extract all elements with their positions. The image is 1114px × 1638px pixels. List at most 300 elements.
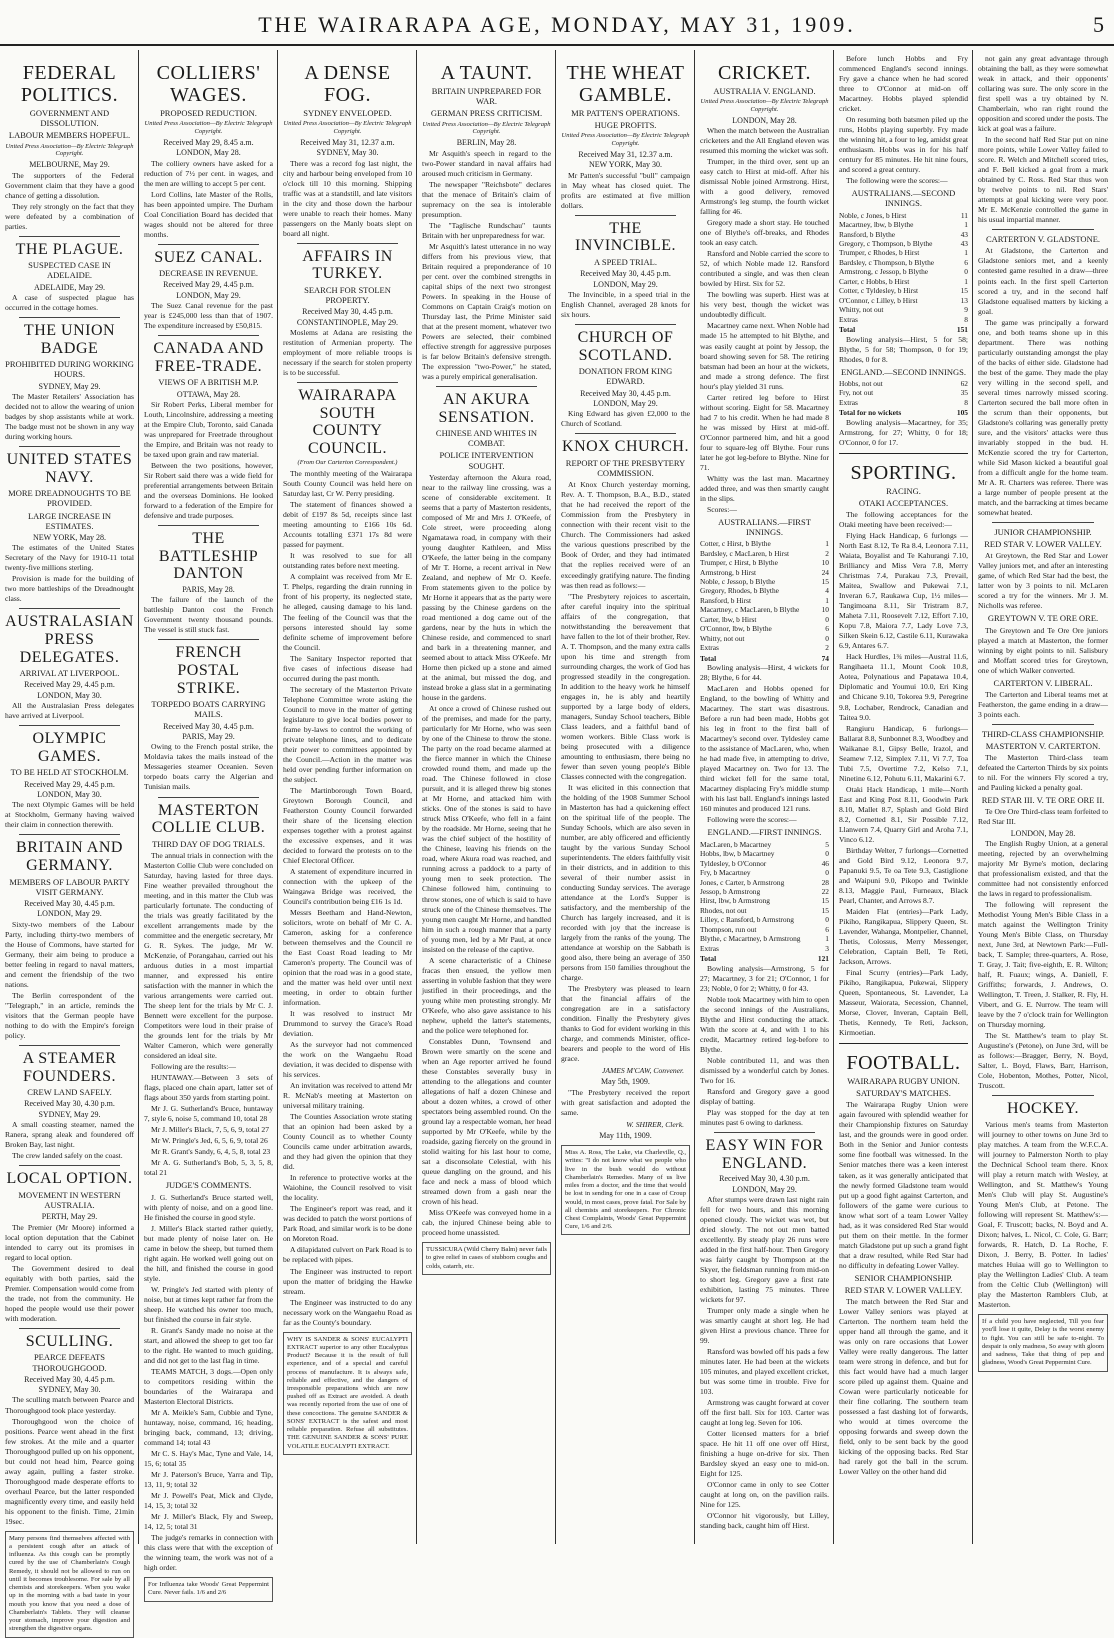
subheading: OTAKI ACCEPTANCES. [858, 498, 949, 509]
runs: 8 [964, 314, 968, 324]
score-row [700, 896, 829, 905]
runs: 0 [964, 267, 968, 277]
dateline: LONDON, May 28. [732, 115, 797, 125]
paragraph: W. Pringle's Jed started with plenty of noise, but at times kept rather far from the sheep. He watched his owner too much, but finished the course in fair style. [144, 1284, 273, 1324]
paragraph: Cotter licensed matters for a brief space. He hit 11 off one over off Hirst, finishing a huge on-drive for six. Then Bardsley skyed an easy one to mid-on. Eight for 125. [700, 1429, 829, 1479]
batsman: Carter, lbw, b Hirst [700, 614, 757, 624]
headline: KNOX CHURCH. [562, 438, 689, 456]
dateline: Received May 30, 4.45 p.m. [302, 307, 393, 317]
paragraph: Flying Hack Handicap, 6 furlongs —North East 8.12, Te Ra 8.4, Leonora 7.11, Waiata, Boyalist and Te Kahurangi 7.10, Brilliancy and Miss Vera 7.8, Merry Christmas 7.4, Purakau 7.3, Prevail, Maitea, Swallow and Pukewai 7.1, Inveran 6.7, Raukawa Cup, 1½ miles—Tangimoana 8.11, Sir Tristram 8.7, Maheta 7.11, Roosevelt 7.12, Effort 7.10, Kopu 7.8, Maiora 7.7, Lady Love 7.3, Silken Skein 6.12, Castile 6.11, Kurawaka 6.9, Antares 6.7. [839, 531, 968, 651]
score-row [700, 868, 829, 877]
dateline: Received May 30, 4.45 p.m. [24, 1374, 115, 1384]
batsman: Gregory, Rhodes, b Blythe [700, 586, 779, 596]
dateline: SYDNEY, May 29. [38, 1109, 101, 1119]
runs: 5 [825, 839, 829, 849]
wire-credit: United Press Association—By Electric Telegraph Copyright. [283, 120, 412, 135]
divider [19, 1165, 120, 1166]
divider [436, 386, 537, 387]
subheading: DECREASE IN REVENUE. [159, 268, 258, 279]
dateline: May 5th, 1909. [601, 1077, 650, 1087]
paragraph: Following were the scores:— [707, 815, 797, 825]
paragraph: On resuming both batsmen piled up the runs, Hobbs playing superbly. Fry made the winning hit, a four to leg, amidst great enthusiasm. Hobbs was in for his half century for 85 minutes. He hit nine fours, and scored a great century. [839, 115, 968, 175]
signature: W. SHIRER, Clerk. [626, 1119, 684, 1129]
subheading: TORPEDO BOATS CARRYING MAILS. [151, 699, 266, 720]
subheading: DONATION FROM KING EDWARD. [578, 366, 673, 387]
score-row [700, 634, 829, 643]
subheading: GOVERNMENT AND DISSOLUTION. [29, 108, 110, 129]
paragraph: Te Ore Ore Third-class team forfeited to Red Star III. [978, 807, 1108, 827]
paragraph: The next Olympic Games will be held at Stockholm, Germany having waived their claim in connection therewith. [5, 800, 134, 830]
paragraph: The Suez Canal revenue for the past year is £245,000 less than that of 1907. The expenditure increased by £50,815. [144, 301, 273, 331]
paragraph: The St. Matthew's team to play St. Augustine's (Petone), on June 3rd, will be as follows:—Bragger, Berry, N. Boyd, Salter, L. Boyd, Flaws, Barr, Harrison, Cole, Hobenton, Mothes, Potter, Nicol, Truscott. [978, 1031, 1108, 1091]
divider [19, 236, 120, 237]
runs: 22 [821, 887, 829, 897]
advertisement: If a child you have neglected, Till you fear you'll lose it quite, Delay is the worst enemy to fight. You can still be safe to-night. To despair is only madness, So away with gloom and sadness, Take that thing of pep and gladness, Wood's Great Peppermint Cure. [978, 1314, 1108, 1371]
subheading: CHINESE AND WHITES IN COMBAT. [435, 428, 538, 449]
batsman: MacLaren, b Macartney [700, 839, 772, 849]
subheading: CARTERTON V. GLADSTONE. [985, 234, 1101, 245]
batsman: Armstrong, c Jessop, b Blythe [839, 267, 929, 277]
paragraph: TEAMS MATCH, 3 dogs.—Open only to competitors residing within the boundaries of the Wairarapa and Masterton Electoral Districts. [144, 1366, 273, 1406]
score-row [700, 934, 829, 943]
batsman: Lilley, c Ransford, b Armstrong [700, 915, 794, 925]
headline: FRENCH POSTAL STRIKE. [175, 644, 242, 697]
score-row [700, 605, 829, 614]
column-5 [556, 50, 695, 1544]
result-line: Mr A. G. Sutherland's Bob, 5, 3, 5, 8, total 21 [144, 1158, 273, 1178]
paragraph: Ransford was bowled off his pads a few minutes later. He had been at the wickets 105 minutes, and played excellent cricket, but was some time in trouble. Five for 103. [700, 1347, 829, 1397]
batsman: Jones, c Carter, b Armstrong [700, 877, 785, 887]
headline: COLLIERS' WAGES. [156, 62, 261, 106]
batsman: Whitty, not out [700, 633, 745, 643]
score-row [839, 248, 968, 257]
subheading: MOVEMENT IN WESTERN AUSTRALIA. [18, 1189, 121, 1210]
divider [158, 639, 259, 640]
score-row [839, 305, 968, 314]
paragraph: Mr Patten's successful "bull" campaign in May wheat has closed quiet. The profits are estimated at five million dollars. [561, 170, 690, 210]
divider [575, 215, 676, 216]
paragraph: The bowling was superb. Hirst was at his very best, though the wicket was undoubtedly difficult. [700, 290, 829, 320]
batsman: Noble, c Jessop, b Blythe [700, 577, 776, 587]
score-row [700, 906, 829, 915]
divider [575, 433, 676, 434]
score-total [839, 325, 968, 334]
subheading: HUGE PROFITS. [594, 120, 657, 131]
score-row [700, 568, 829, 577]
score-row [839, 211, 968, 220]
subheading: PROPOSED REDUCTION. [160, 108, 257, 118]
runs: 15 [821, 905, 829, 915]
paragraph: not gain any great advantage through obtaining the ball, as they were somewhat weak in attack, and their opponents' collaring was sure. The only score in the first spell was a try obtained by N. Chamberlain, who ran right round the opposition and scored under the posts. The kick at goal was a failure. [978, 54, 1108, 134]
paragraph: The colliery owners have asked for a reduction of 7½ per cent. in wages, and the men are willing to accept 5 per cent. [144, 158, 273, 188]
subheading: AUSTRALIA V. ENGLAND. [713, 86, 816, 96]
wire-credit: United Press Association—By Electric Telegraph Copyright. [144, 120, 273, 135]
column-6 [695, 50, 834, 1544]
wire-credit: United Press Association—By Electric Telegraph Copyright. [700, 98, 829, 113]
paragraph: A statement of expenditure incurred in connection with the upkeep of the Waingawa Bridge was received, the Council's contribution being £16 1s 1d. [283, 866, 412, 906]
paragraph: Scores:— [707, 504, 737, 514]
divider [992, 229, 1094, 230]
dateline: Received May 30, 4.45 p.m. [24, 899, 115, 909]
headline: SUEZ CANAL. [154, 248, 263, 266]
paragraph: An invitation was received to attend Mr R. McNab's meeting at Masterton on universal military training. [283, 1081, 412, 1111]
dateline: LONDON, May 29. [593, 398, 658, 408]
result-line: Mr A. Meikle's Sam, Cubbie and Tyne, huntaway, noise, command, 16; heading, bringing back, command, 13; driving, command 14; total 43 [144, 1407, 273, 1447]
runs: 1 [825, 934, 829, 944]
paragraph: Sixty-two members of the Labour Party, including thirty-two members of the House of Commons, have started for Germany, their aim being to produce a better feeling in regard to naval matters, and cement the friendship of the two nations. [5, 919, 134, 989]
paragraph: The English Rugby Union, at a general meeting, rejected by an overwhelming majority Mr Byrne's motion, declaring that professionalism existed, and that the committee had not consistently enforced the laws in regard to professionalism. [978, 838, 1108, 898]
batsman: Tyldesley, b O'Connor [700, 858, 767, 868]
paragraph: Carter retired leg before to Hirst without scoring. Eight for 58. Macartney had 7 to his credit. When he had made 8 he was missed by Hirst at mid-off. O'Connor partnered him, and hit a good four to square-leg off Blythe. Four runs later he got leg-before to Blythe. Nine for 71. [700, 392, 829, 472]
dateline: CONSTANTINOPLE, May 29. [296, 317, 399, 327]
subheading: WAIRARAPA RUGBY UNION. [847, 1076, 960, 1087]
scorecard-heading: ENGLAND.—FIRST INNINGS. [707, 827, 822, 838]
paragraph: Rangiuru Handicap, 6 furlongs—Ballarat 8.8, Sunbonnet 8.3, Woodbey and Waikanae 8.1, Gipsy Belle, Irazol, and Seamew 7.12, Simplex 7.11, Vi 7.7, Toa Tubi 7.5, Overtime 7.2, Kelso 7.1, Ninetine 6.12, Pohutu 6.11, Makarini 6.7. [839, 723, 968, 783]
batsman: Jessop, b Armstrong [700, 887, 761, 897]
divider [992, 522, 1094, 523]
paragraph: Bowling analysis—Hirst, 5 for 58; Blythe, 5 for 58; Thompson, 0 for 19; Rhodes, 0 for 8. [839, 334, 968, 364]
paragraph: The Invincible, in a speed trial in the English Channel, averaged 28 knots for six hours. [561, 289, 690, 319]
runs: 3 [825, 943, 829, 953]
divider [992, 1095, 1094, 1096]
score-row [700, 878, 829, 887]
dateline: Received May 29, 4.45 p.m. [24, 680, 115, 690]
runs: 2 [825, 643, 829, 653]
paragraph: A small coasting steamer, named the Ranera, sprang aleak and foundered off Broken Bay, last night. [5, 1120, 134, 1150]
runs: 46 [821, 858, 829, 868]
runs: 1 [825, 539, 829, 549]
paragraph: When the match between the Australian cricketers and the All England eleven was resumed this morning the wicket was soft. [700, 126, 829, 156]
total-runs: 74 [821, 653, 829, 663]
paragraph: Hack Hurdles, 1¾ miles—Austral 11.6, Rangihaeta 11.1, Mount Cook 10.8, Aotea, Polynatious and Papatawa 10.4, Diplomatic and Youmui 10.0, Eri King and Chicane 9.10, Tokorea 9.9, Peregrine 9.8, Lochaber, Rendrock, Canadian and Taitea 9.0. [839, 652, 968, 722]
paragraph: HUNTAWAY.—Between 3 sets of flags, placed one chain apart, latter set of flags about 350 yards from starting point. [144, 1073, 273, 1103]
subheading: PROHIBITED DURING WORKING HOURS. [5, 359, 134, 380]
runs: 8 [964, 397, 968, 407]
paragraph: It was resolved to instruct Mr Drummond to survey the Grace's Road deviation. [283, 1009, 412, 1039]
subheading: A SPEED TRIAL. [594, 257, 657, 267]
advertisement: Many persons find themselves affected with a persistent cough after an attack of influenza. As this cough can be promptly cured by the use of Chamberlain's Cough Remedy, it should not be allowed to run on until it becomes troublesome. For sale by all chemists and storekeepers. When you wake up in the morning with a bad taste in your mouth you know that you need a dose of Chamberlain's Tablets. They will cleanse your stomach, improve your digestion and strengthen the digestive organs. [5, 1531, 134, 1638]
paragraph: It was elicited in this connection that the holding of the 1908 Summer School in Masterton has had a quickening effect on the spiritual life of the people. The Sunday Schools, which are also seven in number, are ably officered and efficiently taught by the various Sunday School superintendents. The elders faithfully visit in their districts, and in addition to this several of their number assist in conducting Sunday services. The average attendance at the Lord's Supper is satisfactory, and the membership of the Church has largely increased, and it is recorded with joy that the increase is largely from the ranks of the young. The attendance at worship on the Sabbath is good also, there being an average of 350 persons from 150 families throughout the charge. [561, 782, 690, 983]
divider [19, 317, 120, 318]
dateline: LONDON, May 28. [176, 148, 241, 158]
subheading: RED STAR III. V. TE ORE ORE II. [981, 795, 1105, 806]
paragraph: The match between the Red Star and Lower Valley seniors was played at Carterton. The northern team held the upper hand all through the game, and it was only on rare occasions that Lower Valley were really dangerous. The latter team were strong in defence, and but for this fact would have had a much larger score piled up against them. Quaine and Cowan were particularly noticeable for their fine collaring. The southern team possessed a fast dashing lot of forwards, who would at times overcome the opposing forwards and sweep down the field, only to be sent back by the good kicking of the opposing backs. Red Star had rarely got the ball in the scrum. Lower Valley on the other hand did [839, 1297, 968, 1477]
batsman: Extras [700, 643, 719, 653]
paragraph: There was a record fog last night, the city and harbour being enveloped from 10 o'clock till 10 this morning. Shipping traffic was at a standstill, and late visitors in the city and those down the harbour were unable to reach their homes. Many passengers on the Manly boats slept on board all night. [283, 158, 412, 238]
paragraph: At Knox Church yesterday morning, Rev. A. T. Thompson, B.A., B.D., stated that he had received the report of the Commission from the Presbytery in connection with their recent visit to the Church. The Commissioners had asked the various questions prescribed by the Book of Order, and they had intimated that the replies received were of an exceedingly gratifying nature. The finding was then read as follows:— [561, 480, 690, 590]
paragraph: Following are the results:— [151, 1062, 236, 1072]
column-2 [139, 50, 278, 1597]
column-8 [973, 50, 1112, 1544]
divider [19, 1045, 120, 1046]
divider [19, 608, 120, 609]
dateline: Received May 31, 12.37 a.m. [300, 137, 395, 147]
batsman: Cotter, c Hirst, b Blythe [700, 539, 771, 549]
paragraph: Final Scurry (entries)—Park Lady, Pikiho, Rangikapua, Pukewai, Slippery Queen, Spontaneous, St. Lavender, La Masseur, Waiorata, Secession, Channel, Morse, Clover, Inveran, Captain Bell, Thetis, Kennedy, Te Reti, Jackson, Kirmoetian. [839, 967, 968, 1037]
score-total [839, 408, 968, 417]
runs: 1 [964, 248, 968, 258]
paragraph: The Martinborough Town Board, Greytown Borough Council, and Featherston County Council forwarded their share of the licensing election expenses together with a protest against the excessive expenses, and it was decided to forward the protests on to the Chief Electoral Officer. [283, 785, 412, 865]
result-line: Mr J. G. Sutherland's Bruce, huntaway 7, style 6, noise 5, command 10, total 28 [144, 1104, 273, 1124]
headline: AFFAIRS IN TURKEY. [302, 247, 393, 283]
score-row [700, 558, 829, 567]
correspondent-credit: (From Our Carterton Correspondent.) [297, 459, 398, 467]
advertisement: WHY IS SANDER & SONS' EUCALYPTI EXTRACT superior to any other Eucalyptus Product? Because it is the result of full experience, and of a special and careful process of manufacture. It is always safe, reliable and effective, and the dangers of irresponsible preparations which are now pushed off as Extract are avoided. A death was recently reported from the use of one of these concoctions. The genuine SANDER & SONS' EXTRACT is the safest and most reliable preparation. Refuse all substitutes. THE GENUINE SANDER & SONS' PURE VOLATILE EUCALYPTI EXTRACT. [283, 1332, 412, 1455]
subheading: MORE DREADNOUGHTS TO BE PROVIDED. [8, 488, 131, 509]
subheading: LARGE INCREASE IN ESTIMATES. [27, 510, 112, 531]
runs: 15 [821, 896, 829, 906]
headline: LOCAL OPTION. [6, 1170, 133, 1188]
runs: 6 [964, 257, 968, 267]
runs: 0 [825, 614, 829, 624]
paragraph: The "Taglische Rundschau" taunts Britain with her unpreparedness for war. [422, 220, 551, 240]
subheading: GERMAN PRESS CRITICISM. [430, 108, 543, 119]
paragraph: Bowling analysis—Hirst, 4 wickets for 28; Blythe, 6 for 44. [700, 663, 829, 683]
paragraph: Maiden Flat (entries)—Park Lady, Pikiho, Rangikapua, Slippery Queen, St. Lavender, Wahanga, Montpelier, Channel, Thetis, Colossus, Merry Messenger, Celebration, Captain Bell, Te Reti, Jackson, Arrows. [839, 906, 968, 966]
batsman: Hobbs, lbw, b Macartney [700, 849, 775, 859]
divider [158, 797, 259, 798]
runs: 11 [960, 210, 968, 220]
paragraph: The newspaper "Reichsbote" declares that the menace of Britain's claim of supremacy on the sea is intolerable presumption. [422, 179, 551, 219]
paragraph: At once a crowd of Chinese rushed out of the premises, and made for the party, particularly for Mr Horne, who was seen by one of the Chinese to throw the stone. The party on the road became alarmed at the fierce manner in which the Chinese crowded round them, and made up the road. The Chinese followed in close pursuit, and it is alleged threw big stones at Mr Horne, and attacked him with sticks. One of the stones is said to have struck Miss O'Keefe, who fell in a faint by the roadside. Mr Horne, seeing that he was the chief subject of the hostility of the Chinese, leaving his friends on the road, where Akura road was reached, and running across a paddock to a party of young men to seek protection. The Chinese followed him, continuing to throw stones, one of which is said to have struck one of the Chinese themselves. The young men caught Mr Horne, and handled him in such a rough manner that a party of young men, led by a Mr Paul, at once insisted on the release of the captive. [422, 704, 551, 954]
paragraph: After stumps were drawn last night rain fell for two hours, and this morning opened cloudy. The wicket was wet, but dried slowly. The not out men batted excellently. By steady play 26 runs were added in the first half-hour. Then Gregory was fairly caught by Thompson at the Skyer, the fieldsman running from mid-on to short leg. Gregory gave a first rate exhibition, lasting 75 minutes. Three wickets for 97. [700, 1194, 829, 1305]
subheading: JUDGE'S COMMENTS. [165, 1180, 252, 1191]
score-row [700, 849, 829, 858]
headline: THE INVINCIBLE. [574, 219, 677, 255]
newspaper-title: THE WAIRARAPA AGE, MONDAY, MAY 31, 1909. [258, 12, 856, 37]
result-line: Mr R. Grant's Sandy, 6, 4, 5, 8, total 23 [151, 1147, 271, 1157]
runs: 15 [821, 577, 829, 587]
subheading: RED STAR V. LOWER VALLEY. [844, 1284, 963, 1295]
score-total [700, 654, 829, 663]
paragraph: The failure of the launch of the battleship Danton cost the French Government twenty thousand pounds. The vessel is still stuck fast. [144, 595, 273, 635]
batsman: Macartney, c MacLaren, b Blythe [700, 605, 800, 615]
paragraph: The Engineer was instructed to report upon the matter of bridging the Hawke stream. [283, 1266, 412, 1296]
paragraph: "The Presbytery rejoices to ascertain, after careful inquiry into the spiritual affairs of the congregation, that notwithstanding the bereavement that have fallen to the lot of their brother, Rev. A. T. Thompson, and the many extra calls upon his time and strength from surrounding charges, the work of God has progressed steadily in the congregation. In addition to the heavy work he himself engages in, he is ably and heartily supported by a large body of elders, managers, Sunday School teachers, Bible Class leaders, and a faithful band of women workers. Bible Class work is being prosecuted with a diligence amounting to enthusiasm, there being no fewer than seven young people's Bible Classes connected with the congregation. [561, 591, 690, 781]
runs: 6 [825, 624, 829, 634]
paragraph: Bowling analysis—Armstrong, 5 for 27; Macartney, 3 for 21; O'Connor, 1 for 23; Noble, 0 for 2; Whitty, 0 for 43. [700, 963, 829, 993]
paragraph: Birthday Welter, 7 furlongs—Cornetted and Gold Bird 9.12, Leonora 9.7, Papanuki 9.5, Te oa Tete 9.3, Castiglione and Waipuni 9.0, Pikopo and Twinkle 8.13, Maggie Paul, Furneaux, Black Pearl, Chanter, and Arrows 8.7. [839, 845, 968, 905]
score-row [839, 277, 968, 286]
column-1 [0, 50, 139, 1633]
total-runs: 105 [956, 408, 968, 418]
headline: SCULLING. [25, 1332, 114, 1350]
batsman: Armstrong, b Hirst [700, 567, 757, 577]
total-runs: 121 [817, 954, 829, 964]
headline: THE PLAGUE. [15, 240, 124, 258]
paragraph: "The Presbytery received the report with great satisfaction and adopted the same. [561, 1087, 690, 1117]
paragraph: A dilapidated culvert on Park Road is to be replaced with pipes. [283, 1245, 412, 1265]
runs: 43 [960, 229, 968, 239]
score-row [839, 388, 968, 397]
dateline: SYDNEY, May 30. [38, 1385, 101, 1395]
subheading: SENIOR CHAMPIONSHIP. [854, 1272, 953, 1283]
runs: 24 [821, 567, 829, 577]
paragraph: Whitty was the last man. Macartney added three, and was then smartly caught in the slips. [700, 473, 829, 503]
score-row [700, 944, 829, 953]
paragraph: Moslems at Adana are resisting the restitution of Armenian property. The employment of more reliable troops is necessary if the search for stolen property is to be successful. [283, 328, 412, 378]
subheading: MR PATTEN'S OPERATIONS. [571, 108, 680, 118]
paragraph: The Carterton and Liberal teams met at Featherston, the game ending in a draw—3 points each. [978, 689, 1108, 719]
paragraph: The Engineer's report was read, and it was decided to patch the worst portions of Park Road, and similar work is to be done on Moreton Road. [283, 1204, 412, 1244]
divider [839, 453, 968, 454]
runs: 62 [960, 378, 968, 388]
headline: AUSTRALASIAN PRESS DELEGATES. [5, 613, 134, 666]
runs: 9 [964, 305, 968, 315]
batsman: Extras [700, 943, 719, 953]
paragraph: Noble contributed 11, and was then dismissed by a wonderful catch by Jones. Two for 16. [700, 1055, 829, 1085]
score-row [700, 577, 829, 586]
score-row [839, 286, 968, 295]
score-row [700, 615, 829, 624]
divider [19, 446, 120, 447]
score-row [700, 596, 829, 605]
paragraph: Sir Robert Perks, Liberal member for Louth, Lincolnshire, addressing a meeting at the Empire Club, Toronto, said Canada was unprepared for Freetrade throughout the Empire, and Britain was not ready to be taxed upon grain and raw material. [144, 400, 273, 460]
paragraph: The Premier (Mr Moore) informed a local option deputation that the Cabinet intended to carry out its promises in regard to local option. [5, 1222, 134, 1262]
paragraph: J. Miller's Black started rather quietly, but made plenty of noise later on. He came in below the sheep, but turned them right again. He worked well going out on the hill, and finished the course in good style. [144, 1223, 273, 1283]
advertisement: TUSSICURA (Wild Cherry Balm) never fails to give relief in cases of stubborn coughs and colds, catarrh, etc. [422, 1242, 551, 1275]
paragraph: The supporters of the Federal Government claim that they have a good chance of getting a dissolution. [5, 170, 134, 200]
score-row [700, 925, 829, 934]
score-row [839, 315, 968, 324]
headline: CANADA AND FREE-TRADE. [153, 340, 264, 375]
paragraph: Trumper only made a single when he was smartly caught at short leg. He had given Hirst a previous chance. Three for 99. [700, 1306, 829, 1346]
paragraph: A complaint was received from Mr E. T. Phelps, regarding the drain running in front of his property, its neglected state, he alleged, causing damage to his land. The feeling of the Council was that the persons interested should lay some definite scheme of improvement before the Council. [283, 572, 412, 652]
paragraph: Owing to the French postal strike, the Moldavia takes the mails instead of the Messageries steamer Oceanien. Seven torpedo boats carry the Algerian and Tunisian mails. [144, 742, 273, 792]
advertisement: Miss A. Ross, The Lake, via Charleville, Q., writes: "I do not know what we people who live in the bush would do without Chamberlain's Remedies. Many of us live miles from a doctor, and the time that would be lost in sending for one in a case of Croup would, in most cases, prove fatal. For Sale by all chemists and storekeepers. For Chronic Chest Complaints, Woods' Great Peppermint Cure, 1/6 and 2/6. [561, 1145, 690, 1235]
paragraph: Yesterday afternoon the Akura road, near to the railway line crossing, was a scene of considerable excitement. It seems that a party of Masterton residents, composed of Mr and Mrs J. O'Keefe, of Cole street, were proceeding along Ngamatawa road, in company with their young daughter Kathleen, and Miss O'Keefe, the latter being in the company of Mr T. Horne, a recent arrival in New Zealand, and nephew of Mr O. Keefe. From statements given to the police by Mr Horne it appears that as the party were passing by the Chinese gardens on the road mentioned a dog came out of the gardens, near by the huts in which the Chinese reside, and commenced to snarl and bark in a threatening manner, and seemed about to attack Miss O'Keefe. Mr Horne then picked up a stone and aimed at the animal, but missed the dog, and instead broke a glass slat in a germinating house in the gardens. [422, 472, 551, 703]
result-line: Mr J. Miller's Black, 7, 5, 6, 9, total 27 [151, 1125, 270, 1135]
paragraph: Trumper, in the third over, sent up an easy catch to Hirst at mid-off. After his dismissal Noble joined Armstrong. Hirst, with a good delivery, removed Armstrong's leg stump, the fourth wicket falling for 46. [700, 157, 829, 217]
headline: UNITED STATES NAVY. [6, 451, 133, 486]
subheading: JUNIOR CHAMPIONSHIP. [994, 526, 1092, 537]
runs: 1 [964, 220, 968, 230]
subheading: CREW LAND SAFELY. [27, 1087, 112, 1098]
paragraph: The monthly meeting of the Wairarapa South County Council was held here on Saturday last, Cr W. Perry presiding. [283, 469, 412, 499]
batsman: Thompson, run out [700, 924, 757, 934]
paragraph: Constables Dunn, Townsend and Brown were smartly on the scene and when an Age reporter arrived he found these Constables severally busy in attending to the allegations and counter allegations of half a dozen Chinese and about a dozen whites, a crowd of other spectators being assembled round. On the ground lay a respectable woman, her head supported by Mr O'Keefe, while by the roadside, gazing fiercely on the ground in stolid waiting for his last hour to come, sat a disconsolate Celestial, with his queue dangling on the ground, and his face and neck a mass of blood which streamed down from a gash near the crown of his head. [422, 1036, 551, 1206]
runs: 1 [964, 276, 968, 286]
paragraph: The Presbytery was pleased to learn that the financial affairs of the congregation are in a satisfactory condition. Finally the Presbytery gives thanks to God for evident working in this charge, and commends Minister, office-bearers and people to the word of His grace. [561, 984, 690, 1064]
runs: 1 [825, 595, 829, 605]
batsman: Ransford, b Hirst [700, 595, 752, 605]
masthead [0, 0, 1114, 46]
dateline: LONDON, May 29. [593, 279, 658, 289]
paragraph: Macartney came next. When Noble had made 15 he attempted to hit Blythe, and was easily caught at point by Jessop, the board showing seven for 58. The retiring batsman had been an hour at the wickets, and made a strong defence. The first hour's play yielded 31 runs. [700, 321, 829, 391]
dateline: LONDON, May 29. [37, 909, 102, 919]
paragraph: As the surveyor had not commenced the work on the Wangaehu Road deviation, it was decided to dispense with his services. [283, 1040, 412, 1080]
subheading: SATURDAY'S MATCHES. [856, 1088, 951, 1099]
divider [575, 324, 676, 325]
score-row [700, 643, 829, 652]
paragraph: The Sanitary Inspector reported that five cases of infectious disease had occurred during the past month. [283, 653, 412, 683]
paragraph: O'Connor came in only to see Cotter caught at long on, on the pavilion rails. Nine for 125. [700, 1480, 829, 1510]
divider [158, 244, 259, 245]
score-row [839, 379, 968, 388]
dateline: LONDON, May 29. [732, 1184, 797, 1194]
headline: A STEAMER FOUNDERS. [22, 1050, 117, 1085]
subheading: THIRD-CLASS CHAMPIONSHIP. [981, 728, 1105, 739]
headline: CRICKET. [717, 62, 812, 84]
divider [992, 724, 1094, 725]
subheading: PEARCE DEFEATS THOROUGHGOOD. [32, 1352, 107, 1373]
subheading: GREYTOWN V. TE ORE ORE. [987, 613, 1099, 624]
score-row [700, 586, 829, 595]
runs: 4 [825, 586, 829, 596]
subheading: ARRIVAL AT LIVERPOOL. [19, 668, 120, 679]
subheading: REPORT OF THE PRESBYTERY COMMISSION. [565, 457, 686, 479]
dateline: OTTAWA, May 28. [176, 389, 241, 399]
paragraph: At Gladstone, the Carterton and Gladstone seniors met, and a keenly contested game resulted in a draw—three points each. In the first spell Carterton scored a try, and in the second half Gladstone equalised matters by kicking a goal. [978, 246, 1108, 316]
runs: 6 [825, 924, 829, 934]
runs: 43 [960, 238, 968, 248]
score-total [700, 954, 829, 963]
scorecard-australia-second [839, 211, 968, 335]
result-line: Mr J. Miller's Black, Fly and Sweep, 14, 12, 5; total 31 [144, 1512, 273, 1532]
score-row [839, 258, 968, 267]
paragraph: The Wairarapa Rugby Union were again favoured with splendid weather for their Championship fixtures on Saturday last, and the grounds were in good order. Both in the Senior and Junior contests some fine football was witnessed. In the Senior matches there was a keen interest taken, as it was generally anticipated that the newly formed Gladstone team would put up a good fight against Carterton, and followers of the game were curious to know what sort of a team Lower Valley had, as it was considered Red Star would put them on their mettle. In the former match Gladstone put up such a grand fight that a draw resulted, while Red Star had no difficulty in defeating Lower Valley. [839, 1100, 968, 1270]
headline: A DENSE FOG. [304, 62, 391, 106]
divider [19, 834, 120, 835]
paragraph: O'Connor hit vigorously, but Lilley, standing back, caught him off Hirst. [700, 1511, 829, 1531]
headline: MASTERTON COLLIE CLUB. [151, 801, 266, 837]
scorecard-australia-first [700, 539, 829, 663]
total-label: Total [839, 325, 856, 335]
total-label: Total for no wickets [839, 408, 902, 418]
paragraph: The sculling match between Pearce and Thoroughgood took place yesterday. [5, 1395, 134, 1415]
dateline: Received May 29, 4.45 p.m. [163, 280, 254, 290]
paragraph: The crew landed safely on the coast. [12, 1151, 123, 1161]
subheading: SUSPECTED CASE IN ADELAIDE. [28, 260, 111, 281]
paragraph: The game was principally a forward one, and both teams shone up in this department. There was nothing particularly outstanding amongst the play of the backs of either side. Gladstone had the best of the game. They made the play very willing in the second spell, and several times narrowly missed scoring. Carterton secured the ball more often in the scrum than their opponents, but Gladstone's collaring was generally pretty sure, and the visitors' attacks were thus invariably stopped in the bud. H. McKenzie scored the try for Carterton, while Sid Mason kicked a beautiful goal from a difficult angle for the home team. Mr A. R. Charters was referee. There was a large number of people present at the match, and the barracking at times became somewhat heated. [978, 317, 1108, 517]
dateline: LONDON, May 28. [1010, 828, 1076, 838]
dateline: PERTH, May 29. [41, 1212, 98, 1222]
result-line: Mr C. S. Hay's Mac, Tyne and Vale, 14, 15, 6; total 35 [144, 1448, 273, 1468]
dateline: SYDNEY, May 30. [316, 148, 379, 158]
subheading: MASTERTON V. CARTERTON. [985, 741, 1101, 752]
batsman: Hobbs, not out [839, 378, 883, 388]
batsman: Ransford, b Blythe [839, 229, 896, 239]
paragraph: Otaki Hack Handicap, 1 mile—North East and King Post 8.11, Goodwin Park 8.10, Mallet 8.7, Splash and Gold Bird 8.2, Cornetted 8.1, Sir Possible 7.12, Llanwern 7.4, Quarry Girl and Aroha 7.1, Vinco 6.12. [839, 784, 968, 844]
scorecard-england-second [839, 379, 968, 418]
paragraph: Miss O'Keefe was conveyed home in a cab, the injured Chinese being able to proceed home unassisted. [422, 1207, 551, 1238]
column-7 [834, 50, 973, 1544]
paragraph: Ransford and Gregory gave a good display of batting. [700, 1086, 829, 1106]
divider [158, 525, 259, 526]
wire-credit: United Press Association—By Electric Telegraph Copyright. [5, 142, 134, 158]
subheading: LABOUR MEMBERS HOPEFUL. [8, 130, 131, 141]
divider [19, 1328, 120, 1329]
subheading: SEARCH FOR STOLEN PROPERTY. [304, 284, 391, 306]
paragraph: Bowling analysis—Macartney, for 35; Armstrong, for 27; Whitty, 0 for 18; O'Connor, 0 for 17. [839, 417, 968, 447]
paragraph: The Berlin correspondent of the "Telegraph," in an article, reminds the visitors that the German people have nothing to do with the Empire's foreign policy. [5, 990, 134, 1040]
batsman: Noble, c Jones, b Hirst [839, 210, 907, 220]
headline: AN AKURA SENSATION. [438, 390, 535, 426]
subheading: THIRD DAY OF DOG TRIALS. [152, 838, 265, 849]
paragraph: Play was stopped for the day at ten minutes past 6 owing to darkness. [700, 1107, 829, 1127]
dateline: ADELAIDE, May 29. [33, 282, 106, 292]
dateline: Received May 29, 8.45 a.m. [163, 137, 254, 147]
dateline: MELBOURNE, May 29. [29, 160, 110, 170]
headline: OLYMPIC GAMES. [32, 730, 107, 765]
batsman: Fry, b Macartney [700, 868, 751, 878]
paragraph: The Counties Association wrote stating that an opinion had been asked by a County Council as to whether County Councils came under arbitration awards, and they had given the opinion that they did. [283, 1112, 412, 1172]
paragraph: Lord Collins, late Master of the Rolls, has been appointed umpire. The Durham Coal Conciliation Board has decided that wages should not be altered for three months. [144, 189, 273, 239]
headline: WAIRARAPA SOUTH COUNTY COUNCIL. [298, 387, 397, 457]
batsman: Trumper, c Hirst, b Blythe [700, 558, 778, 568]
batsman: Fry, not out [839, 388, 874, 398]
dateline: PARIS, May 29. [182, 732, 235, 742]
